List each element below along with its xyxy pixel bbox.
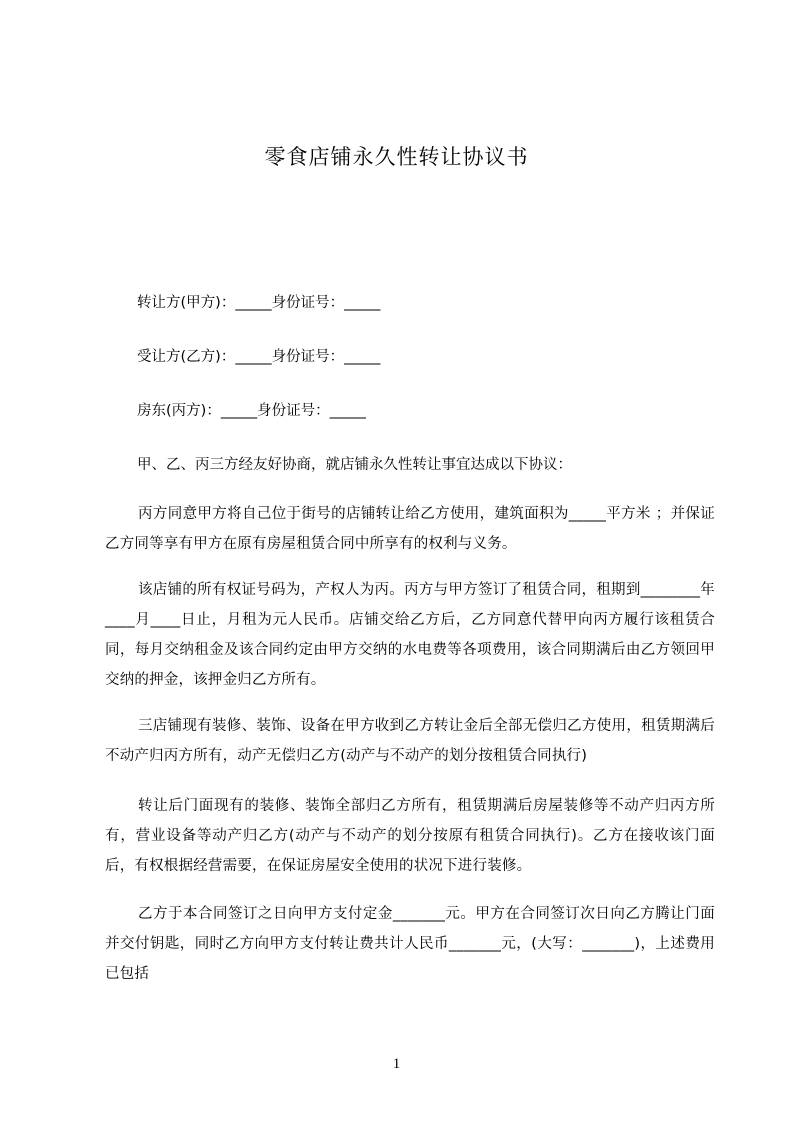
page-number: 1 <box>392 1056 401 1072</box>
clause-paragraph-5: 乙方于本合同签订之日向甲方支付定金_______元。甲方在合同签订次日向乙方腾让门面并交付钥匙，同时乙方向甲方支付转让费共计人民币_______元，(大写：_______)，上述费用已包括 <box>105 906 715 982</box>
clause-paragraph-4: 转让后门面现有的装修、装饰全部归乙方所有，租赁期满后房屋装修等不动产归丙方所有，营业设备等动产归乙方(动产与不动产的划分按原有租赁合同执行)。乙方在接收该门面后，有权根据经营需要，在保证房屋安全使用的状况下进行装修。 <box>105 798 715 874</box>
clause-paragraph-3: 三店铺现有装修、装饰、设备在甲方收到乙方转让金后全部无偿归乙方使用，租赁期满后不动产归丙方所有，动产无偿归乙方(动产与不动产的划分按租赁合同执行) <box>105 718 715 764</box>
clause-paragraph-2: 该店铺的所有权证号码为，产权人为丙。丙方与甲方签订了租赁合同，租期到________年____月____日止，月租为元人民币。店铺交给乙方后，乙方同意代替甲向丙方履行该租赁合同，每月交纳租金及该合同约定由甲方交纳的水电费等各项费用，该合同期满后由乙方领回甲交纳的押金，该押金归乙方所有。 <box>105 582 715 688</box>
party-landlord-line: 房东(丙方)：_____身份证号：_____ <box>137 403 366 419</box>
party-transferor-line: 转让方(甲方)：_____身份证号：_____ <box>137 295 381 311</box>
agreement-intro: 甲、乙、丙三方经友好协商，就店铺永久性转让事宜达成以下协议： <box>137 457 572 473</box>
clause-paragraph-1: 丙方同意甲方将自己位于街号的店铺转让给乙方使用，建筑面积为_____平方米 ；并保证乙方同等享有甲方在原有房屋租赁合同中所享有的权利与义务。 <box>105 506 715 552</box>
document-title: 零食店铺永久性转让协议书 <box>264 145 529 169</box>
party-transferee-line: 受让方(乙方)：_____身份证号：_____ <box>137 349 381 365</box>
